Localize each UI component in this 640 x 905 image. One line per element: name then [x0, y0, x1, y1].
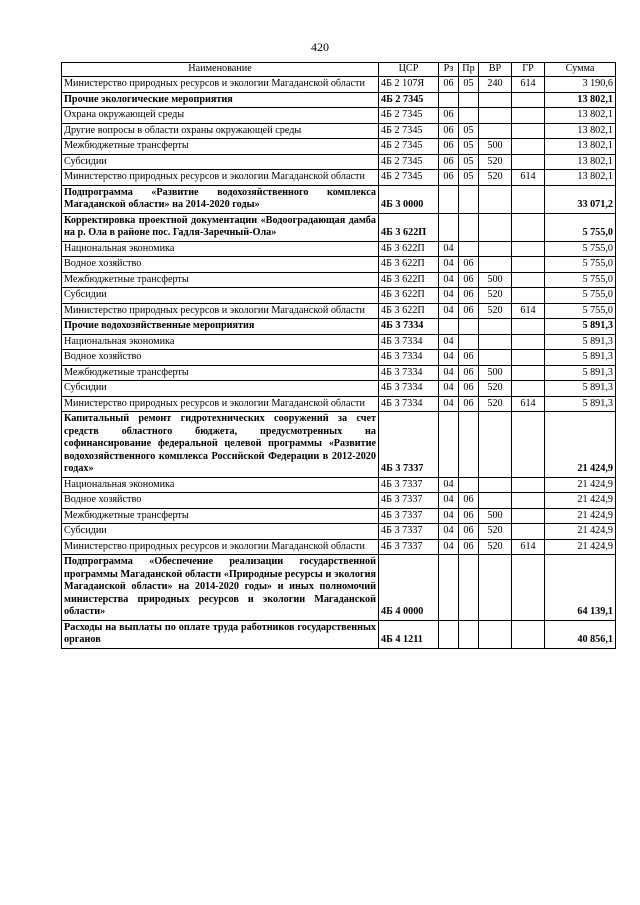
cell-sum: 21 424,9: [545, 493, 616, 509]
cell-rz: 04: [439, 334, 459, 350]
cell-vr: 520: [479, 154, 512, 170]
cell-rz: [439, 620, 459, 648]
cell-pr: [459, 241, 479, 257]
cell-rz: 04: [439, 288, 459, 304]
cell-sum: 3 190,6: [545, 77, 616, 93]
table-row: [62, 350, 616, 366]
cell-vr: 500: [479, 272, 512, 288]
cell-sum: 5 891,3: [545, 381, 616, 397]
cell-vr: 500: [479, 139, 512, 155]
cell-vr: [479, 334, 512, 350]
cell-sum: 21 424,9: [545, 508, 616, 524]
table-row: [62, 257, 616, 273]
cell-name: Министерство природных ресурсов и экологии Магаданской области: [62, 170, 379, 186]
cell-gr: 614: [512, 170, 545, 186]
table-row: [62, 334, 616, 350]
cell-name: Министерство природных ресурсов и экологии Магаданской области: [62, 77, 379, 93]
cell-gr: [512, 508, 545, 524]
cell-rz: [439, 213, 459, 241]
table-row: [62, 123, 616, 139]
table-row: [62, 620, 616, 648]
cell-vr: [479, 241, 512, 257]
cell-gr: [512, 257, 545, 273]
cell-vr: 500: [479, 508, 512, 524]
cell-csr: 4Б 3 7337: [379, 477, 439, 493]
cell-rz: 04: [439, 303, 459, 319]
cell-rz: [439, 412, 459, 478]
cell-sum: 5 891,3: [545, 319, 616, 335]
cell-gr: 614: [512, 539, 545, 555]
table-row: [62, 319, 616, 335]
table-row: [62, 108, 616, 124]
cell-csr: 4Б 2 7345: [379, 170, 439, 186]
cell-rz: 06: [439, 123, 459, 139]
cell-name: Национальная экономика: [62, 241, 379, 257]
cell-csr: 4Б 3 7334: [379, 350, 439, 366]
cell-name: Национальная экономика: [62, 334, 379, 350]
cell-csr: 4Б 3 7334: [379, 319, 439, 335]
header-vr: ВР: [479, 63, 512, 77]
cell-rz: 04: [439, 524, 459, 540]
table-row: [62, 272, 616, 288]
cell-rz: 04: [439, 241, 459, 257]
cell-vr: [479, 620, 512, 648]
cell-vr: 520: [479, 170, 512, 186]
budget-table: [61, 62, 616, 649]
cell-sum: 40 856,1: [545, 620, 616, 648]
cell-csr: 4Б 3 622П: [379, 257, 439, 273]
cell-name: Водное хозяйство: [62, 493, 379, 509]
cell-name: Министерство природных ресурсов и экологии Магаданской области: [62, 539, 379, 555]
cell-rz: [439, 185, 459, 213]
cell-pr: [459, 108, 479, 124]
cell-sum: 13 802,1: [545, 154, 616, 170]
table-row: [62, 77, 616, 93]
cell-rz: 06: [439, 154, 459, 170]
cell-csr: 4Б 3 622П: [379, 241, 439, 257]
cell-pr: 06: [459, 396, 479, 412]
cell-vr: 520: [479, 381, 512, 397]
cell-name: Субсидии: [62, 524, 379, 540]
header-csr: ЦСР: [379, 63, 439, 77]
cell-pr: 06: [459, 288, 479, 304]
table-header-row: [62, 63, 616, 77]
cell-gr: 614: [512, 77, 545, 93]
cell-sum: 21 424,9: [545, 412, 616, 478]
cell-name: Капитальный ремонт гидротехнических сооружений за счет средств областного бюджета, предусмотренных на софинансирование федеральной целевой программы «Развитие водохозяйственного комплекса Российской Федерации в 2012-2020 годах»: [62, 412, 379, 478]
cell-sum: 5 755,0: [545, 288, 616, 304]
table-row: [62, 170, 616, 186]
table-row: [62, 241, 616, 257]
cell-sum: 64 139,1: [545, 555, 616, 621]
cell-name: Межбюджетные трансферты: [62, 272, 379, 288]
cell-rz: 04: [439, 477, 459, 493]
cell-vr: 240: [479, 77, 512, 93]
cell-sum: 5 891,3: [545, 365, 616, 381]
cell-gr: [512, 524, 545, 540]
cell-name: Прочие водохозяйственные мероприятия: [62, 319, 379, 335]
cell-vr: 520: [479, 539, 512, 555]
cell-rz: 06: [439, 108, 459, 124]
cell-name: Национальная экономика: [62, 477, 379, 493]
cell-csr: 4Б 4 1211: [379, 620, 439, 648]
cell-vr: [479, 412, 512, 478]
table-row: [62, 154, 616, 170]
cell-vr: 520: [479, 288, 512, 304]
cell-csr: 4Б 2 7345: [379, 139, 439, 155]
cell-name: Подпрограмма «Развитие водохозяйственного комплекса Магаданской области» на 2014-2020 годы»: [62, 185, 379, 213]
table-row: [62, 92, 616, 108]
cell-rz: 04: [439, 272, 459, 288]
cell-csr: 4Б 2 7345: [379, 92, 439, 108]
cell-gr: [512, 555, 545, 621]
cell-csr: 4Б 2 7345: [379, 108, 439, 124]
cell-csr: 4Б 3 7337: [379, 539, 439, 555]
cell-name: Охрана окружающей среды: [62, 108, 379, 124]
cell-csr: 4Б 3 7334: [379, 334, 439, 350]
cell-pr: 06: [459, 508, 479, 524]
cell-vr: [479, 185, 512, 213]
cell-pr: 06: [459, 381, 479, 397]
cell-pr: 06: [459, 272, 479, 288]
cell-rz: 06: [439, 77, 459, 93]
cell-rz: 04: [439, 257, 459, 273]
cell-name: Межбюджетные трансферты: [62, 365, 379, 381]
cell-gr: [512, 620, 545, 648]
cell-name: Расходы на выплаты по оплате труда работников государственных органов: [62, 620, 379, 648]
table-row: [62, 493, 616, 509]
cell-vr: 500: [479, 365, 512, 381]
cell-name: Другие вопросы в области охраны окружающей среды: [62, 123, 379, 139]
cell-csr: 4Б 3 7337: [379, 412, 439, 478]
cell-gr: [512, 493, 545, 509]
cell-csr: 4Б 3 0000: [379, 185, 439, 213]
cell-sum: 5 755,0: [545, 303, 616, 319]
cell-csr: 4Б 3 7337: [379, 508, 439, 524]
cell-sum: 13 802,1: [545, 170, 616, 186]
cell-csr: 4Б 2 107Я: [379, 77, 439, 93]
cell-rz: [439, 555, 459, 621]
cell-pr: [459, 334, 479, 350]
table-row: [62, 508, 616, 524]
cell-vr: [479, 493, 512, 509]
cell-vr: [479, 123, 512, 139]
header-pr: Пр: [459, 63, 479, 77]
cell-sum: 13 802,1: [545, 123, 616, 139]
cell-sum: 5 755,0: [545, 213, 616, 241]
cell-vr: [479, 92, 512, 108]
cell-vr: 520: [479, 303, 512, 319]
cell-csr: 4Б 2 7345: [379, 123, 439, 139]
cell-name: Межбюджетные трансферты: [62, 508, 379, 524]
cell-name: Субсидии: [62, 288, 379, 304]
cell-pr: [459, 412, 479, 478]
cell-gr: [512, 92, 545, 108]
cell-csr: 4Б 2 7345: [379, 154, 439, 170]
cell-rz: 04: [439, 539, 459, 555]
cell-vr: [479, 477, 512, 493]
cell-gr: 614: [512, 396, 545, 412]
cell-sum: 21 424,9: [545, 539, 616, 555]
cell-pr: 06: [459, 257, 479, 273]
cell-rz: 06: [439, 170, 459, 186]
cell-sum: 33 071,2: [545, 185, 616, 213]
cell-pr: [459, 555, 479, 621]
cell-pr: 06: [459, 365, 479, 381]
cell-gr: [512, 213, 545, 241]
table-row: [62, 396, 616, 412]
cell-vr: [479, 108, 512, 124]
cell-gr: [512, 350, 545, 366]
cell-rz: [439, 319, 459, 335]
cell-pr: 05: [459, 123, 479, 139]
cell-rz: 04: [439, 396, 459, 412]
table-row: [62, 524, 616, 540]
cell-csr: 4Б 3 622П: [379, 288, 439, 304]
cell-gr: [512, 185, 545, 213]
cell-pr: 05: [459, 170, 479, 186]
cell-csr: 4Б 3 7334: [379, 381, 439, 397]
cell-sum: 13 802,1: [545, 92, 616, 108]
cell-pr: 06: [459, 524, 479, 540]
table-row: [62, 303, 616, 319]
header-rz: Рз: [439, 63, 459, 77]
cell-rz: 04: [439, 365, 459, 381]
cell-vr: [479, 350, 512, 366]
cell-name: Межбюджетные трансферты: [62, 139, 379, 155]
cell-sum: 5 891,3: [545, 396, 616, 412]
cell-csr: 4Б 3 622П: [379, 272, 439, 288]
cell-pr: 06: [459, 539, 479, 555]
cell-pr: 05: [459, 77, 479, 93]
cell-csr: 4Б 3 7337: [379, 493, 439, 509]
cell-pr: [459, 92, 479, 108]
cell-pr: [459, 185, 479, 213]
cell-sum: 13 802,1: [545, 139, 616, 155]
cell-name: Подпрограмма «Обеспечение реализации государственной программы Магаданской области «Природные ресурсы и экология Магаданской области» на 2014-2020 годы» и иных полномочий министерства природных ресурсов и экологии Магаданской области»: [62, 555, 379, 621]
cell-csr: 4Б 3 7337: [379, 524, 439, 540]
cell-gr: [512, 108, 545, 124]
table-row: [62, 381, 616, 397]
cell-vr: [479, 555, 512, 621]
cell-pr: 06: [459, 350, 479, 366]
cell-gr: 614: [512, 303, 545, 319]
cell-sum: 21 424,9: [545, 524, 616, 540]
table-row: [62, 365, 616, 381]
cell-vr: [479, 213, 512, 241]
cell-rz: 06: [439, 139, 459, 155]
cell-gr: [512, 477, 545, 493]
cell-gr: [512, 365, 545, 381]
cell-gr: [512, 241, 545, 257]
cell-name: Субсидии: [62, 154, 379, 170]
cell-name: Прочие экологические мероприятия: [62, 92, 379, 108]
cell-rz: 04: [439, 350, 459, 366]
cell-vr: 520: [479, 524, 512, 540]
cell-pr: 06: [459, 493, 479, 509]
cell-gr: [512, 123, 545, 139]
cell-vr: [479, 319, 512, 335]
cell-csr: 4Б 3 7334: [379, 365, 439, 381]
cell-name: Министерство природных ресурсов и экологии Магаданской области: [62, 303, 379, 319]
header-name: Наименование: [62, 63, 379, 77]
cell-sum: 5 755,0: [545, 241, 616, 257]
cell-pr: [459, 620, 479, 648]
cell-name: Субсидии: [62, 381, 379, 397]
cell-gr: [512, 272, 545, 288]
cell-rz: 04: [439, 493, 459, 509]
cell-gr: [512, 139, 545, 155]
table-row: [62, 288, 616, 304]
cell-pr: 05: [459, 154, 479, 170]
cell-csr: 4Б 3 7334: [379, 396, 439, 412]
cell-vr: [479, 257, 512, 273]
cell-sum: 13 802,1: [545, 108, 616, 124]
cell-pr: 05: [459, 139, 479, 155]
cell-name: Министерство природных ресурсов и экологии Магаданской области: [62, 396, 379, 412]
cell-sum: 5 891,3: [545, 350, 616, 366]
cell-rz: 04: [439, 381, 459, 397]
page-number: 420: [311, 40, 329, 54]
cell-name: Корректировка проектной документации «Водооградающая дамба на р. Ола в районе пос. Гадля-Заречный-Ола»: [62, 213, 379, 241]
cell-name: Водное хозяйство: [62, 350, 379, 366]
cell-gr: [512, 319, 545, 335]
table-row: [62, 412, 616, 478]
header-gr: ГР: [512, 63, 545, 77]
cell-gr: [512, 334, 545, 350]
cell-csr: 4Б 3 622П: [379, 213, 439, 241]
table-row: [62, 477, 616, 493]
cell-pr: 06: [459, 303, 479, 319]
cell-csr: 4Б 3 622П: [379, 303, 439, 319]
cell-sum: 5 891,3: [545, 334, 616, 350]
cell-sum: 5 755,0: [545, 272, 616, 288]
cell-rz: 04: [439, 508, 459, 524]
cell-pr: [459, 319, 479, 335]
cell-csr: 4Б 4 0000: [379, 555, 439, 621]
cell-rz: [439, 92, 459, 108]
cell-pr: [459, 477, 479, 493]
cell-gr: [512, 381, 545, 397]
table-row: [62, 139, 616, 155]
cell-gr: [512, 154, 545, 170]
cell-vr: 520: [479, 396, 512, 412]
table-row: [62, 213, 616, 241]
header-sum: Сумма: [545, 63, 616, 77]
cell-sum: 5 755,0: [545, 257, 616, 273]
cell-gr: [512, 288, 545, 304]
table-row: [62, 555, 616, 621]
cell-sum: 21 424,9: [545, 477, 616, 493]
table-row: [62, 539, 616, 555]
table-row: [62, 185, 616, 213]
cell-name: Водное хозяйство: [62, 257, 379, 273]
cell-pr: [459, 213, 479, 241]
cell-gr: [512, 412, 545, 478]
